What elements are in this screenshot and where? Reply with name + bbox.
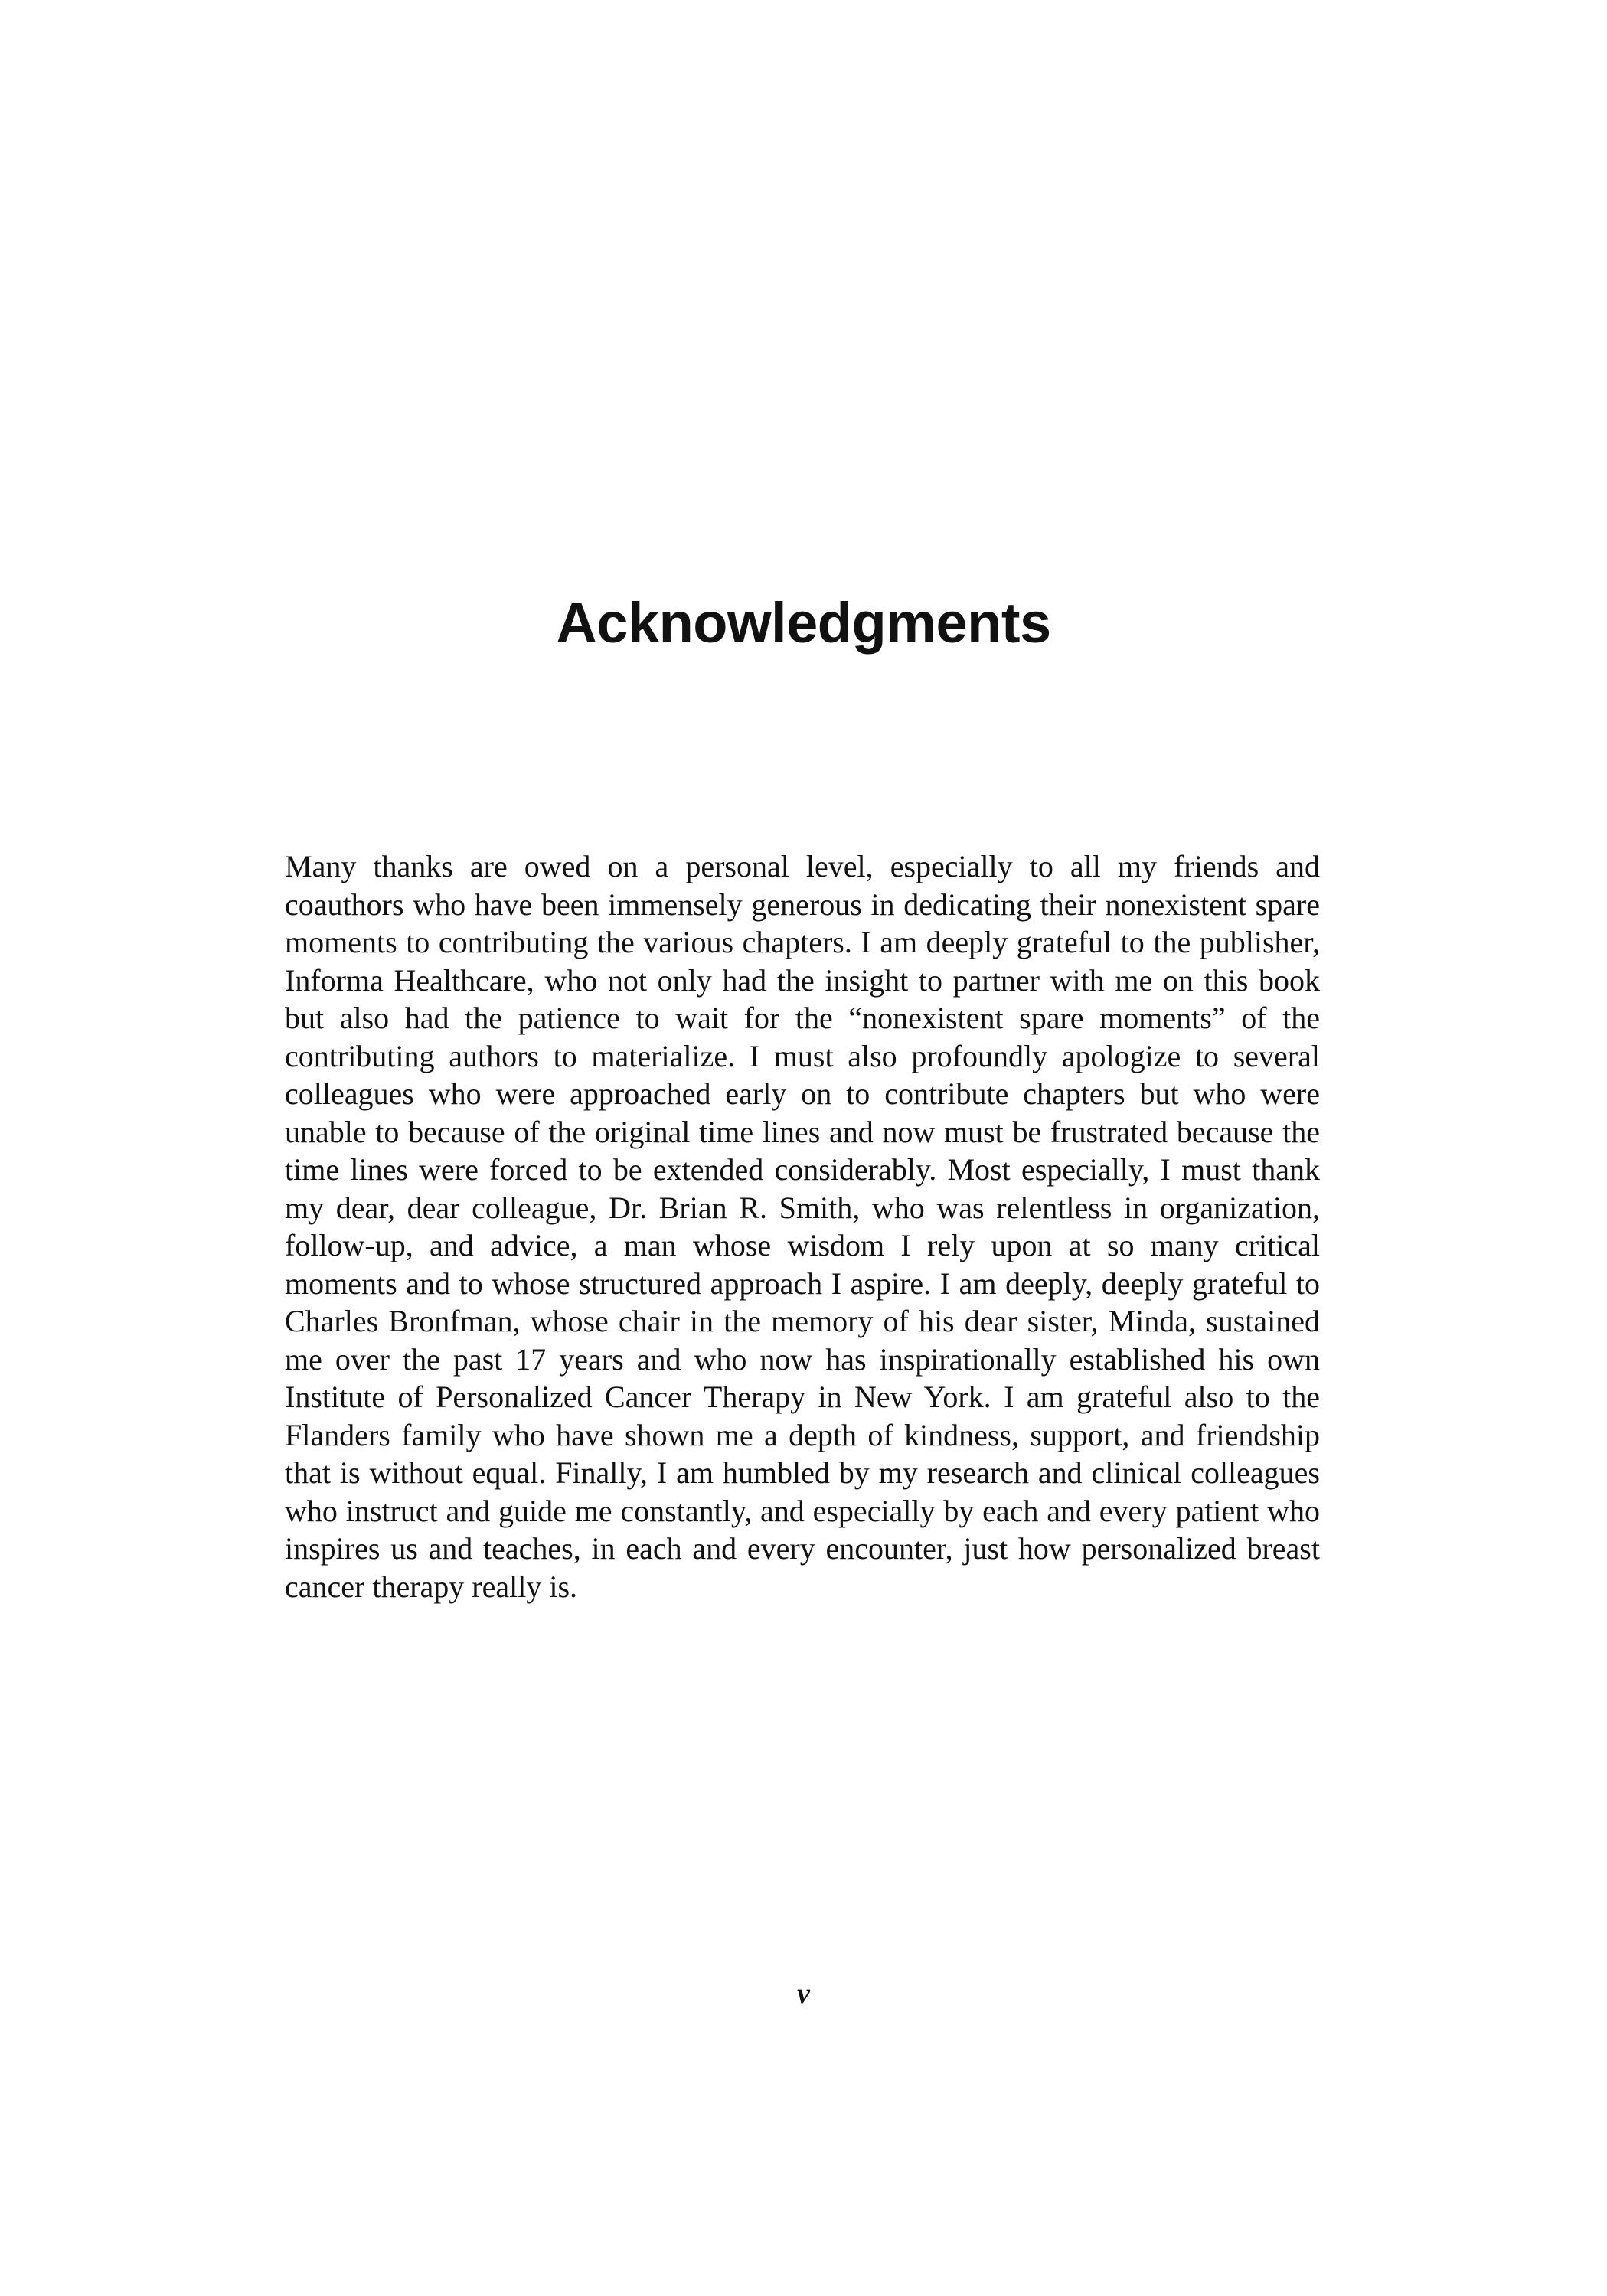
page-number: v	[797, 1978, 810, 2010]
acknowledgments-paragraph: Many thanks are owed on a personal level, especially to all my friends and coauthors who have been immensely generous in dedicating their nonexistent spare moments to contributing the various chapters. I am deeply grateful to the publisher, Informa Healthcare, who not only had the insight to partner with me on this book but also had the patience to wait for the “nonexistent spare moments” of the contributing authors to materialize. I must also profoundly apologize to several colleagues who were approached early on to contribute chapters but who were unable to because of the original time lines and now must be frustrated because the time lines were forced to be extended considerably. Most especially, I must thank my dear, dear colleague, Dr. Brian R. Smith, who was relentless in organization, follow-up, and advice, a man whose wisdom I rely upon at so many critical moments and to whose structured approach I aspire. I am deeply, deeply grateful to Charles Bronfman, whose chair in the memory of his dear sister, Minda, sustained me over the past 17 years and who now has inspirationally established his own Institute of Personalized Cancer Therapy in New York. I am grateful also to the Flanders family who have shown me a depth of kindness, support, and friendship that is without equal. Finally, I am humbled by my research and clinical colleagues who instruct and guide me constantly, and especially by each and every patient who inspires us and teaches, in each and every encounter, just how personalized breast cancer therapy really is.	[285, 849, 1320, 1604]
page-title: Acknowledgments	[556, 591, 1051, 655]
